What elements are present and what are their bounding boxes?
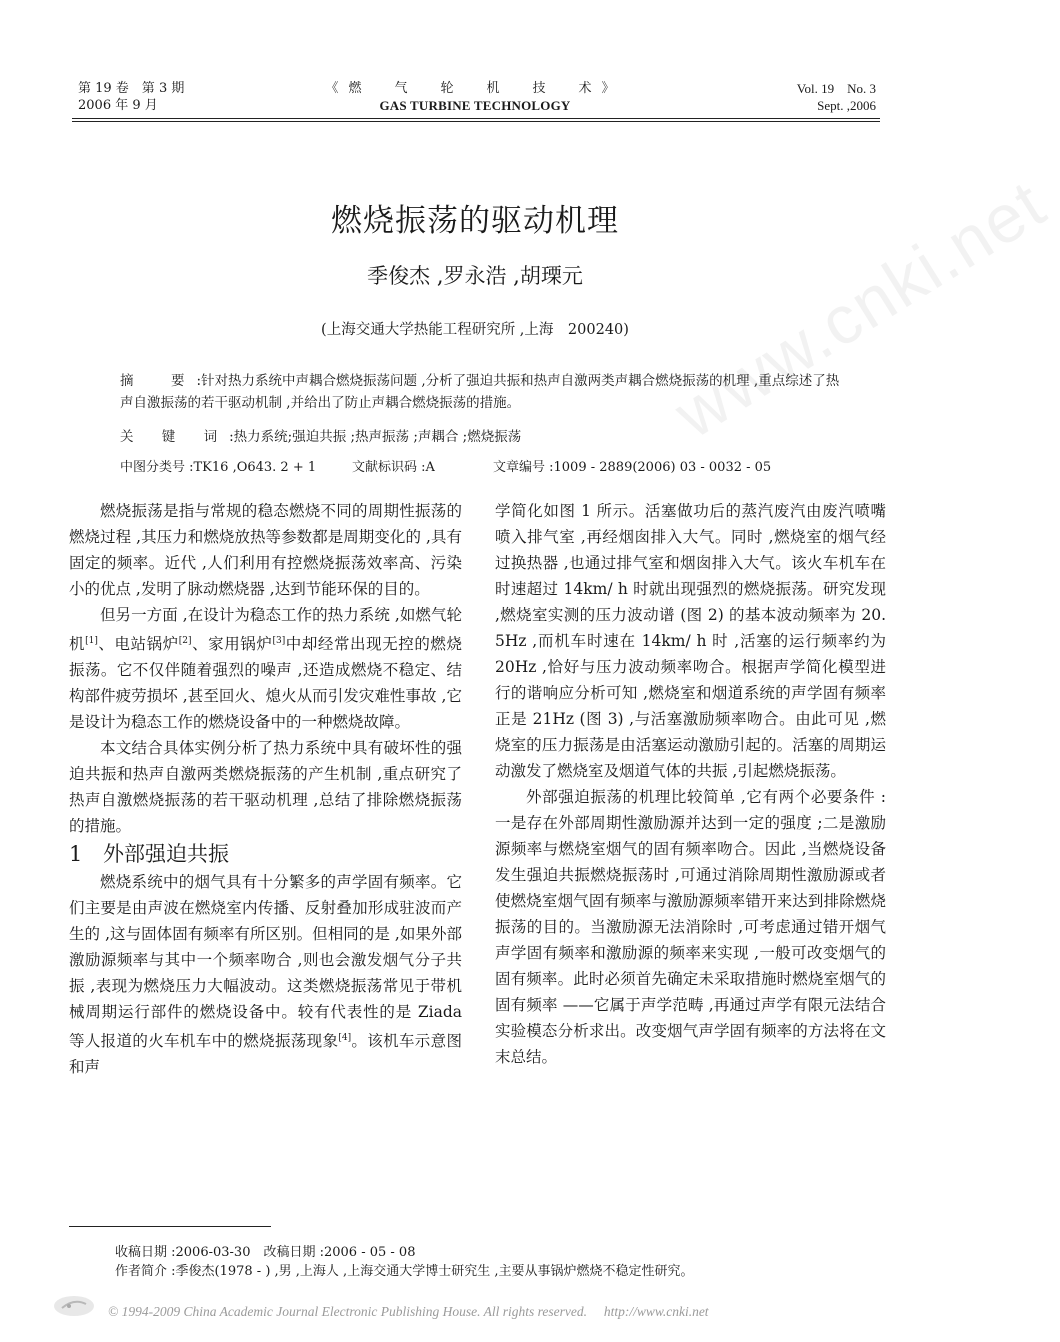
footnote-rule: [69, 1226, 271, 1227]
section-title: 外部强迫共振: [103, 842, 229, 867]
date-cn: 2006 年 9 月: [78, 98, 158, 113]
keywords-text: :热力系统;强迫共振 ;热声振荡 ;声耦合 ;燃烧振荡: [229, 429, 522, 445]
header-rule-thin: [72, 121, 880, 122]
paragraph: [69, 869, 462, 1080]
section-heading: [69, 839, 462, 869]
header-right: [797, 80, 876, 114]
date-en: Sept. ,2006: [817, 98, 876, 113]
abstract-label: 摘 要: [120, 373, 197, 389]
footnote: [115, 1243, 693, 1281]
article-number: 文章编号 :1009 - 2889(2006) 03 - 0032 - 05: [493, 460, 772, 475]
watermark: www.cnki.net: [661, 165, 1059, 453]
text-run: 中却经常出现无控的燃烧振荡。它不仅伴随着强烈的噪声 ,还造成燃烧不稳定、结构部件疲劳损坏 ,甚至回火、熄火从而引发灾难性事故 ,它是设计为稳态工作的燃烧设备中的一种燃烧故障。: [69, 635, 462, 732]
text-run: 、家用锅炉: [191, 635, 273, 654]
journal-name-cn: 《燃 气 轮 机 技 术》: [325, 81, 625, 96]
abstract-text: :针对热力系统中声耦合燃烧振荡问题 ,分析了强迫共振和热声自激两类声耦合燃烧振荡的机理 ,重点综述了热声自激振荡的若干驱动机制 ,并给出了防止声耦合燃烧振荡的措施。: [120, 373, 840, 411]
paragraph: 本文结合具体实例分析了热力系统中具有破坏性的强迫共振和热声自激两类燃烧振荡的产生机制 ,重点研究了热声自激燃烧振荡的若干驱动机理 ,总结了排除燃烧振荡的措施。: [69, 739, 462, 836]
paragraph: 外部强迫振荡的机理比较简单 ,它有两个必要条件 :一是存在外部周期性激励源并达到一定的强度 ;二是激励源频率与燃烧室烟气的固有频率吻合。因此 ,当燃烧设备发生强迫共振燃烧振荡时 ,可通过消除周期性激励源或者使燃烧室烟气固有频率与激励源频率错开来达到排除燃烧振荡的目的。当激励源无法消除时 ,可考虑通过错开烟气声学固有频率和激励源的频率来实现 ,一般可改变烟气的固有频率。此时必须首先确定未采取措施时燃烧室烟气的固有频率 ——它属于声学范畴 ,再通过声学有限元法结合实验模态分析求出。改变烟气声学固有频率的方法将在文末总结。: [495, 788, 886, 1066]
paragraph: 学简化如图 1 所示。活塞做功后的蒸汽废汽由废汽喷嘴喷入排气室 ,再经烟囱排入大气。同时 ,燃烧室的烟气经过换热器 ,也通过排气室和烟囱排入大气。该火车机车在时速超过 14km/ h 时就出现强烈的燃烧振荡。研究发现 ,燃烧室实测的压力波动谱 (图 2) 的基本波动频率为 20. 5Hz ,而机车时速在 14km/ h 时 ,活塞的运行频率约为 20Hz ,恰好与压力波动频率吻合。根据声学简化模型进行的谐响应分析可知 ,燃烧室和烟道系统的声学固有频率正是 21Hz (图 3) ,与活塞激励频率吻合。由此可见 ,燃烧室的压力振荡是由活塞运动激励引起的。活塞的周期运动激发了燃烧室及烟道气体的共振 ,引起燃烧振荡。: [495, 502, 886, 780]
authors: 季俊杰 ,罗永浩 ,胡瑮元: [367, 264, 583, 288]
text-run: 但另一方面 ,在设计为稳态工作的热力系统 ,如燃气轮机: [69, 606, 462, 654]
header-left: [78, 80, 184, 114]
volume-issue-en: Vol. 19 No. 3: [796, 81, 876, 96]
author-bio: 作者简介 :季俊杰(1978 - ) ,男 ,上海人 ,上海交通大学博士研究生 ,主要从事锅炉燃烧不稳定性研究。: [115, 1264, 694, 1279]
header-rule: [72, 118, 880, 119]
text-run: 。该机车示意图和声: [69, 1032, 462, 1077]
citation-ref[interactable]: [3]: [272, 636, 286, 646]
left-column: [69, 498, 462, 1080]
volume-issue-cn: 第 19 卷 第 3 期: [78, 81, 185, 96]
keywords-label: 关 键 词: [120, 429, 230, 445]
paragraph: [69, 602, 462, 735]
received-date: 收稿日期 :2006-03-30 改稿日期 :2006 - 05 - 08: [115, 1245, 416, 1260]
citation-ref[interactable]: [1]: [85, 636, 98, 646]
text-run: 、电站锅炉: [97, 635, 179, 654]
keywords: [120, 425, 840, 445]
paragraph: 燃烧振荡是指与常规的稳态燃烧不同的周期性振荡的燃烧过程 ,其压力和燃烧放热等参数都是周期变化的 ,具有固定的频率。近代 ,人们利用有控燃烧振荡效率高、污染小的优点 ,发明了脉动燃烧器 ,达到节能环保的目的。: [69, 502, 462, 598]
abstract: [120, 370, 840, 414]
section-number: 1: [69, 842, 83, 867]
document-code: 文献标识码 :A: [352, 460, 435, 475]
citation-ref[interactable]: [2]: [178, 636, 192, 646]
paper-title: 燃烧振荡的驱动机理: [331, 203, 619, 239]
right-column: [495, 498, 886, 1070]
citation-ref[interactable]: [4]: [338, 1033, 352, 1044]
header-center: [300, 80, 650, 114]
cnki-logo-icon: [52, 1294, 96, 1318]
journal-name-en: GAS TURBINE TECHNOLOGY: [379, 98, 571, 113]
clc-number: 中图分类号 :TK16 ,O643. 2 + 1: [120, 460, 317, 475]
text-run: 燃烧系统中的烟气具有十分繁多的声学固有频率。它们主要是由声波在燃烧室内传播、反射叠加形成驻波而产生的 ,这与固体固有频率有所区别。但相同的是 ,如果外部激励源频率与其中一个频率吻合 ,则也会激发烟气分子共振 ,表现为燃烧压力大幅波动。这类燃烧振荡常见于带机械周期运行部件的燃烧设备中。较有代表性的是 Ziada 等人报道的火车机车中的燃烧振荡现象: [69, 873, 462, 1051]
affiliation: (上海交通大学热能工程研究所 ,上海 200240): [321, 322, 629, 338]
copyright-footer: © 1994-2009 China Academic Journal Electronic Publishing House. All rights reserved. http://www.cnki.net: [108, 1304, 709, 1319]
